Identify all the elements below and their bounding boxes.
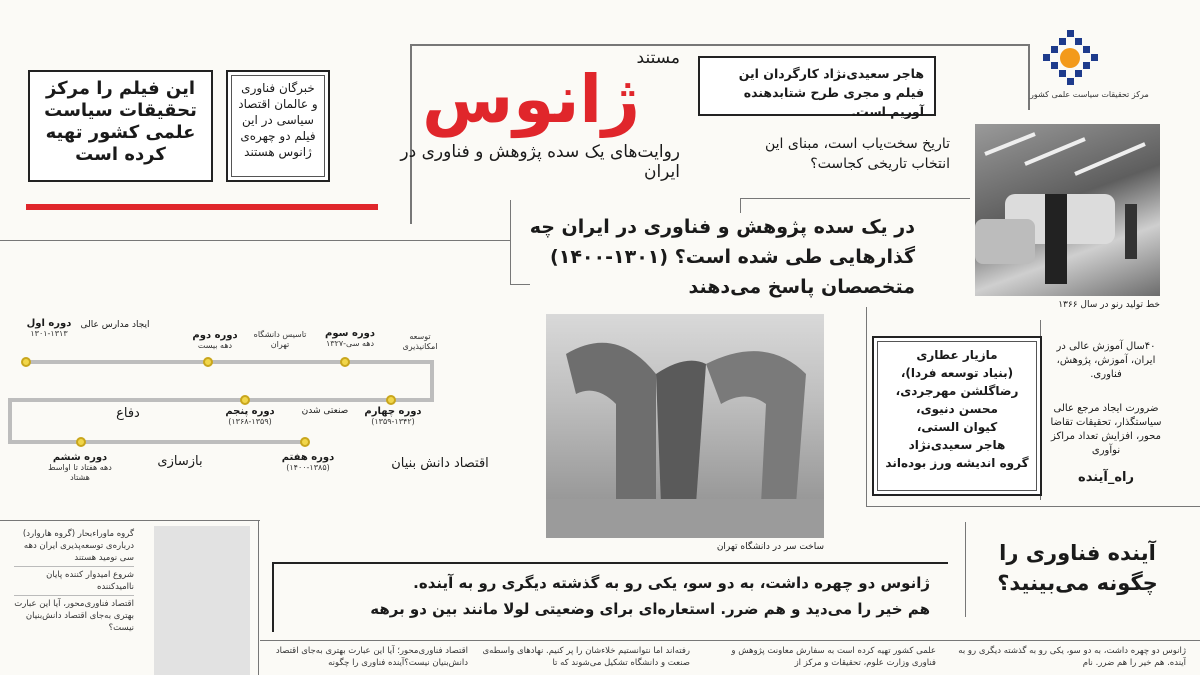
expert-name: هاجر سعیدی‌نژاد — [908, 438, 1006, 452]
lead-box — [272, 562, 948, 632]
divider — [740, 198, 741, 213]
masthead-title: ژانوس — [422, 61, 640, 138]
timeline-label-3: توسعه امکانیذیری — [402, 332, 438, 351]
right-col-p1: ۴۰سال آموزش عالی در ایران، آموزش، پژوهش، فناوری. — [1056, 341, 1156, 380]
lead-line-1: ژانوس دو چهره داشت، به دو سو، یکی رو به گذشته دیگری رو به آینده. — [413, 574, 930, 592]
timeline-dot — [203, 357, 213, 367]
logo-icon — [1040, 28, 1100, 88]
timeline-track — [24, 360, 434, 364]
right-col-p2: ضرورت ایجاد مرجع عالی سیاستگذار، تحقیقات تقاضا محور، افزایش تعداد مراکز نوآوری — [1050, 403, 1162, 456]
logo-caption: مرکز تحقیقات سیاست علمی کشور — [1030, 90, 1149, 99]
info-box — [226, 70, 330, 182]
timeline-label-1: ایجاد مدارس عالی — [80, 320, 150, 330]
lead-line-2: هم خیر را می‌دید و هم ضرر. استعاره‌ای برای وضعیتی لولا مانند بین دو برهه — [370, 600, 930, 618]
timeline-dot — [21, 357, 31, 367]
expert-name: کیوان الستی، — [916, 420, 998, 434]
timeline-track — [8, 398, 434, 402]
bottom-column-1: اقتصاد فناوری‌محور؛ آیا این عبارت بهتری به‌جای اقتصاد دانش‌بنیان نیست؟آینده فناوری را چگونه — [275, 646, 468, 668]
experts-box — [872, 336, 1042, 496]
masthead-kicker: مستند — [636, 48, 680, 68]
divider — [866, 506, 1200, 507]
timeline-track — [8, 398, 12, 440]
timeline-period-5: دوره پنجم (۱۳۶۸-۱۳۵۹) — [225, 406, 275, 426]
timeline-track — [8, 440, 308, 444]
timeline-period-1: دوره اول ۱۳۰۱-۱۳۱۳ — [26, 318, 72, 338]
info-text: خبرگان فناوری و عالمان اقتصاد سیاسی در این فیلم دو چهره‌ی ژانوس هستند — [231, 75, 325, 177]
left-bottom-photo — [154, 526, 250, 675]
director-box — [698, 56, 936, 119]
red-accent-bar — [26, 204, 378, 210]
bottom-column-2: رفته‌اند اما نتوانستیم خلاءشان را پر کنیم. نهادهای واسطه‌ی صنعت و دانشگاه تشکیل می‌شوند که تا — [482, 646, 690, 668]
expert-name: محسن دنیوی، — [916, 402, 998, 416]
divider — [0, 520, 260, 521]
timeline-period-7: دوره هفتم (۱۴۰۰-۱۳۸۵) — [281, 452, 335, 472]
expert-name: رضاگلشن مهرجردی، — [895, 384, 1019, 398]
timeline-label-4: دفاع — [116, 406, 140, 421]
divider — [410, 44, 1030, 46]
bottom-column-4: ژانوس دو چهره داشت، به دو سو، یکی رو به گذشته دیگری رو به آینده. هم خیر را هم ضرر. نام — [958, 646, 1186, 668]
headline — [520, 212, 915, 302]
headline-line-2: گذارهایی طی شده است؟ (۱۳۰۱-۱۴۰۰) — [550, 246, 915, 268]
timeline-label-6: بازسازی — [157, 454, 203, 469]
note-2: شروع امیدوار کننده پایان ناامیدکننده — [14, 567, 134, 596]
hashtag-future: راه_آینده — [1078, 470, 1134, 485]
university-photo — [546, 314, 824, 538]
note-3: اقتصاد فناوری‌محور، آیا این عبارت بهتری به‌جای اقتصاد دانش‌بنیان نیست؟ — [14, 599, 134, 633]
divider — [866, 307, 867, 507]
masthead-subtitle: روایت‌های یک سده پژوهش و فناوری در ایران — [400, 142, 680, 182]
divider — [510, 200, 511, 285]
timeline-label-7: اقتصاد دانش بنیان — [391, 456, 489, 471]
experts-footer: گروه اندیشه ورز بوده‌اند — [885, 456, 1029, 470]
timeline-dot — [386, 395, 396, 405]
divider — [258, 520, 259, 675]
headline-line-1: در یک سده پژوهش و فناوری در ایران چه — [529, 216, 915, 238]
factory-image — [975, 124, 1160, 296]
divider — [0, 240, 510, 241]
divider — [740, 198, 970, 199]
timeline-period-4: دوره چهارم (۱۳۵۹-۱۳۴۲) — [364, 406, 422, 426]
gate-construction-image — [546, 314, 824, 538]
producer-box — [28, 70, 213, 182]
timeline-dot — [340, 357, 350, 367]
timeline-dot — [240, 395, 250, 405]
headline-line-3: متخصصان پاسخ می‌دهند — [688, 276, 915, 298]
logo — [1030, 28, 1180, 108]
renault-caption: خط تولید رنو در سال ۱۳۶۶ — [1058, 300, 1160, 310]
timeline-period-3: دوره سوم دهه سی-۱۳۲۷ — [325, 328, 375, 348]
history-question: تاریخ سخت‌یاب است، مبنای این انتخاب تاریخی کجاست؟ — [764, 136, 950, 172]
director-text: هاجر سعیدی‌نژاد کارگردان این فیلم و مجری طرح شتابدهنده آوریم است. — [738, 66, 924, 119]
timeline-track — [430, 360, 434, 398]
bottom-column-3: علمی کشور تهیه کرده است به سفارش معاونت پژوهش و فناوری وزارت علوم، تحقیقات و مرکز از — [731, 646, 936, 668]
timeline-label-5: صنعتی شدن — [301, 406, 349, 416]
university-caption: ساخت سر در دانشگاه تهران — [716, 542, 824, 552]
timeline-label-2: تاسیس دانشگاه تهران — [253, 330, 307, 349]
note-1: گروه ماوراءبحار (گروه هاروارد) درباره‌ی توسعه‌پذیری ایران دهه سی نومید هستند — [14, 526, 134, 567]
timeline-period-6: دوره ششم دهه هفتاد تا اواسط هشتاد — [48, 452, 112, 482]
expert-name: (بنیاد توسعه فردا)، — [900, 366, 1014, 380]
timeline-dot — [76, 437, 86, 447]
producer-text: این فیلم را مرکز تحقیقات سیاست علمی کشور تهیه کرده است — [44, 78, 197, 165]
expert-name: مازیار عطاری — [916, 348, 998, 362]
divider — [260, 640, 1200, 641]
divider — [1028, 44, 1030, 110]
timeline-dot — [300, 437, 310, 447]
timeline-period-2: دوره دوم دهه بیست — [192, 330, 238, 350]
divider — [410, 44, 412, 224]
divider — [965, 522, 966, 617]
future-question: آینده فناوری را چگونه می‌بینید؟ — [997, 541, 1158, 595]
renault-photo — [975, 124, 1160, 296]
